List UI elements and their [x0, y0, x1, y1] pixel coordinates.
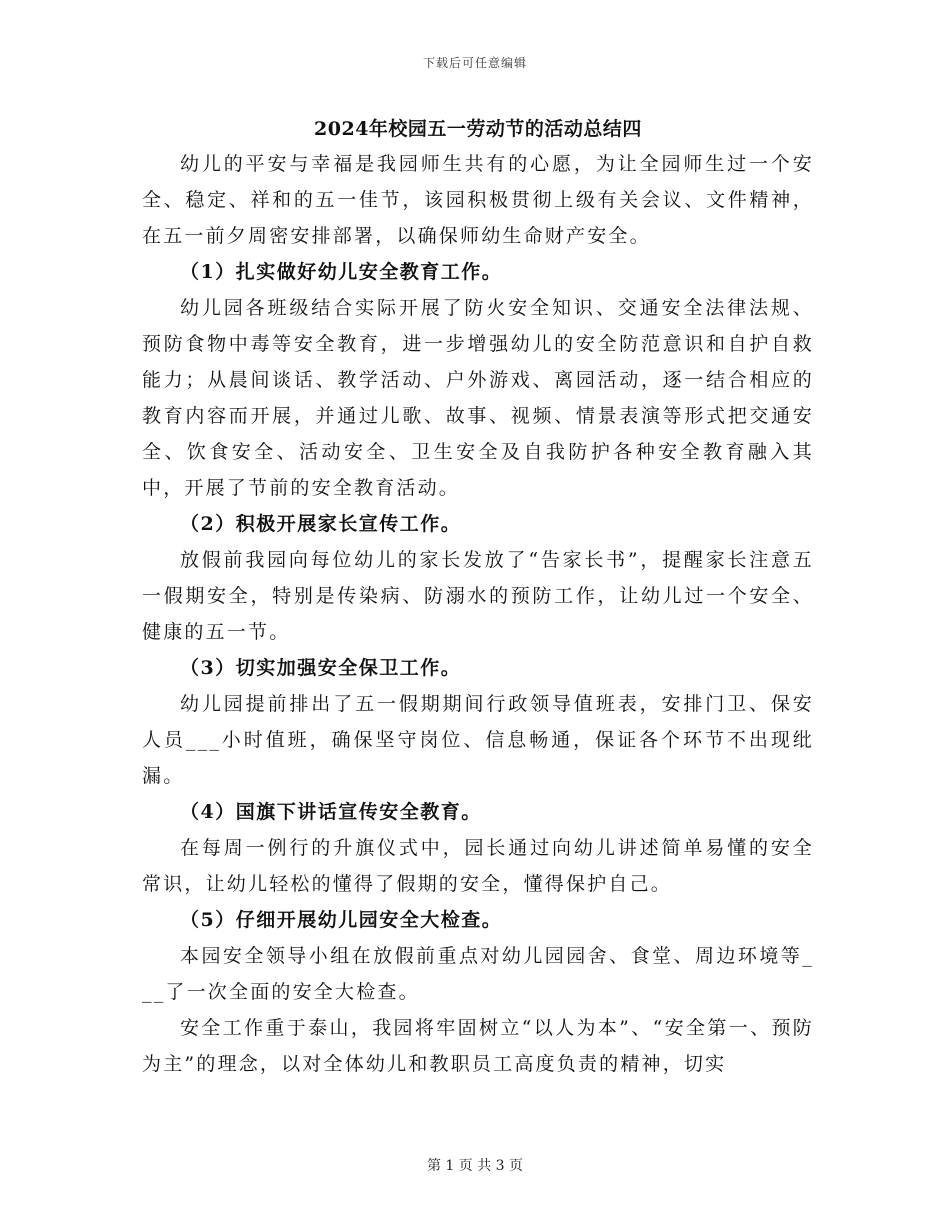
- section-heading: （4）国旗下讲话宣传安全教育。: [180, 801, 482, 823]
- paragraph: 在每周一例行的升旗仪式中，园长通过向幼儿讲述简单易懂的安全常识，让幼儿轻松的懂得了假期的安全，懂得保护自己。: [142, 837, 814, 895]
- document-title: 2024年校园五一劳动节的活动总结四: [314, 118, 642, 140]
- section-heading: （3）切实加强安全保卫工作。: [180, 657, 462, 679]
- section-heading: （1）扎实做好幼儿安全教育工作。: [180, 261, 503, 283]
- paragraph: 本园安全领导小组在放假前重点对幼儿园园舍、食堂、周边环境等___了一次全面的安全大检查。: [142, 945, 814, 1003]
- paragraph: 安全工作重于泰山，我园将牢固树立“以人为本”、“安全第一、预防为主”的理念，以对全体幼儿和教职员工高度负责的精神，切实: [142, 1017, 814, 1075]
- header-note: 下载后可任意编辑: [422, 56, 527, 70]
- section-heading: （5）仔细开展幼儿园安全大检查。: [180, 909, 503, 931]
- paragraph: 幼儿园提前排出了五一假期期间行政领导值班表，安排门卫、保安人员___小时值班，确保坚守岗位、信息畅通，保证各个环节不出现纰漏。: [142, 693, 814, 787]
- paragraph: 放假前我园向每位幼儿的家长发放了“告家长书”，提醒家长注意五一假期安全，特别是传染病、防溺水的预防工作，让幼儿过一个安全、健康的五一节。: [142, 549, 814, 643]
- page-footer: 第 1 页 共 3 页: [426, 1158, 524, 1174]
- paragraph: 幼儿园各班级结合实际开展了防火安全知识、交通安全法律法规、预防食物中毒等安全教育，进一步增强幼儿的安全防范意识和自护自救能力；从晨间谈话、教学活动、户外游戏、离园活动，逐一结合相应的教育内容而开展，并通过儿歌、故事、视频、情景表演等形式把交通安全、饮食安全、活动安全、卫生安全及自我防护各种安全教育融入其中，开展了节前的安全教育活动。: [142, 297, 814, 499]
- document-body: [142, 112, 814, 1082]
- section-heading: （2）积极开展家长宣传工作。: [180, 513, 462, 535]
- paragraph: 幼儿的平安与幸福是我园师生共有的心愿，为让全园师生过一个安全、稳定、祥和的五一佳节，该园积极贯彻上级有关会议、文件精神，在五一前夕周密安排部署，以确保师幼生命财产安全。: [142, 153, 814, 247]
